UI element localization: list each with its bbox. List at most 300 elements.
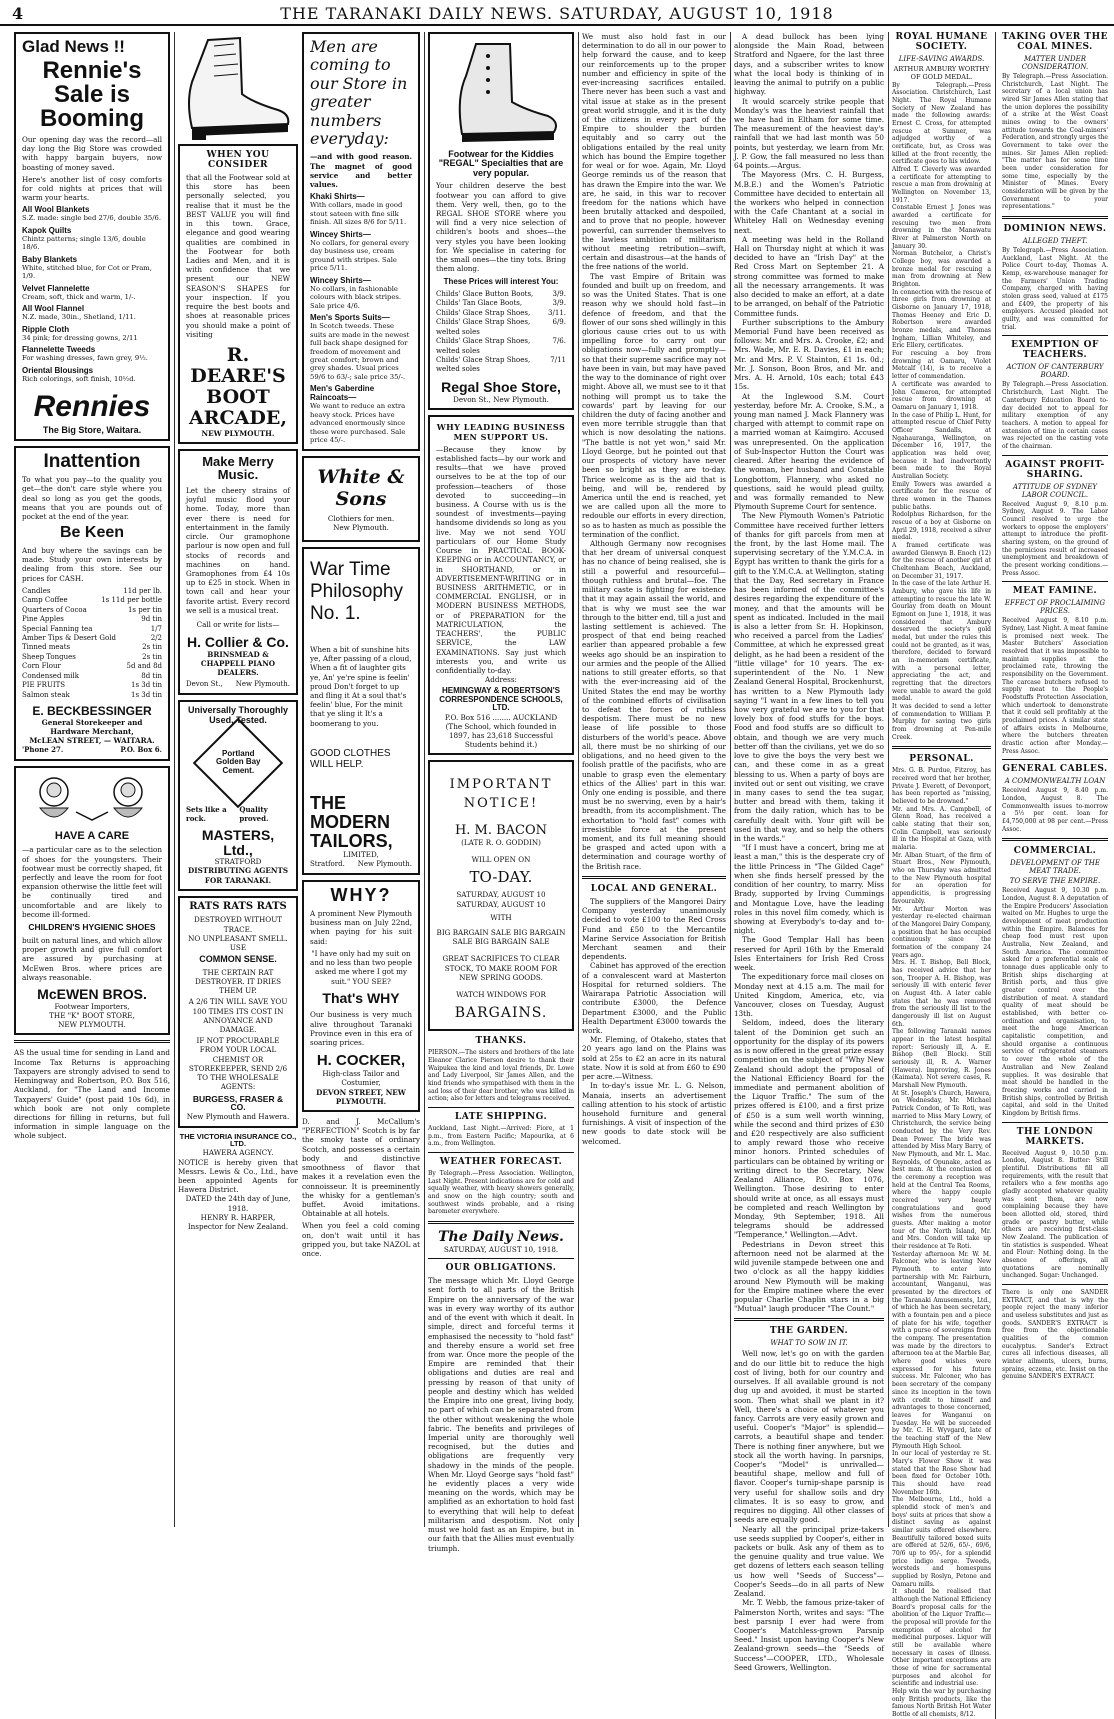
meat-trade-sub: DEVELOPMENT OF THE MEAT TRADE. bbox=[1010, 859, 1100, 876]
markets-head: THE LONDON MARKETS. bbox=[1016, 1126, 1094, 1147]
rhs-item: A framed certificate was awarded Glenwyn B. Enoch (12) for the rescue of another girl at Cheltenham Beach, Auckland, on December 31, 1917. bbox=[892, 541, 991, 580]
rennie-advert bbox=[14, 32, 170, 441]
modern-tag: GOOD CLOTHES WILL HELP. bbox=[310, 747, 391, 770]
hemingway-address-label: Address: bbox=[485, 675, 517, 685]
price-item: Candles bbox=[22, 586, 51, 595]
local-item: Cabinet has approved of the erection of a convalescent ward at Masterton Hospital for returned soldiers. The Wairarapa Patriotic Association will contribute £3000, the Defence Department £3000, and the Public Health Department £3000 towards the work. bbox=[582, 961, 726, 1035]
regal-headline: Footwear for the Kiddies "REGAL" Specialties that are very popular. bbox=[438, 149, 564, 178]
separator bbox=[1002, 1284, 1108, 1285]
price-item: Childs' Glace Strap Shoes, welted soles bbox=[436, 318, 531, 336]
local-item: "If I must have a concert, bring me at least a man," this is the desperate cry of the little Princess in "The Gilded Cage" when she finds herself pressed by the condition of her country, to marry. Miss Brady, supported by Irving Cummings and Montague Love, have the leading roles in this novel film comedy, which is showing at Everybody's to-day and to-night. bbox=[734, 843, 884, 936]
price-value: 6/9. bbox=[552, 318, 566, 327]
column-2 bbox=[178, 32, 420, 1258]
column-2b bbox=[302, 32, 420, 1258]
local-item: The Mayoress (Mrs. C. H. Burgess, M.B.E.) and the Women's Patriotic Committee have decided to entertain all the workers who helped in connection with the Cafe Chantant at a social in Whiteley Hall on Wednesday evening next. bbox=[734, 170, 884, 235]
price-row bbox=[22, 653, 162, 662]
price-row bbox=[436, 299, 566, 308]
deare-item-desc: With collars, made in good stout sateen with fine silk finish. All sizes 8/6 for 5/11. bbox=[310, 201, 407, 227]
victoria-dated: DATED the 24th day of June, 1918. bbox=[185, 1194, 291, 1213]
local-item: Seldom, indeed, does the literary talent of the Dominion get such an opportunity for the display of its powers as is now offered in the great prize essay competition on the subject of "Why New Zealand should adopt the proposal of the National Efficiency Board for the immediate and permanent abolition of the Liquor Traffic." The sum of the prizes offered is £100, and a first prize of £50 is a sum well worth winning, while the second and third prizes of £30 and £20 respectively are also sufficient to amply reward those who receive minor honors. Printed schedules of particulars can be obtained by writing or writing direct to the Secretary, New Zealand Alliance, P.O. Box 1076, Wellington. Those desiring to enter should write at once, as all essays must be completed and reach Wellington by Monday, 9th September, 1918. All telegrams should be addressed "Temperance," Wellington.—Advt. bbox=[734, 1018, 884, 1240]
personal-item: The Melbourne, Ltd., hold a splendid stock of men's and boys' suits at prices that show a distinct saving as against similar suits offered elsewhere. Beautifully tailored boxed suits are offered at 52/6, 65/-, 69/6, 70/6 up to 95/-, for a splendid price indigo serge. Tweeds, worsteds and homespuns supplied by Roslyn, Petone and Oamaru mills. bbox=[892, 1496, 991, 1588]
masters-name: MASTERS, Ltd., bbox=[201, 826, 275, 858]
modern-town: New Plymouth. bbox=[357, 859, 412, 868]
personal-item: Help win the war by purchasing only British products, like the famous North British Hot Water Bottle of all chemists, 8/12. bbox=[892, 1688, 991, 1719]
price-value: 7/6. bbox=[552, 337, 566, 346]
deare-item-name: Wincey Shirts— bbox=[310, 275, 371, 285]
price-value: 2s tin bbox=[142, 643, 162, 652]
rats-line1: DESTROYED WITHOUT TRACE. bbox=[193, 915, 283, 934]
rhs-item: A certificate was awarded to John Cameron, for attempted rescue from drowning at Oamaru on January 1, 1918. bbox=[892, 380, 991, 411]
bacon-dates: SATURDAY, AUGUST 10 SATURDAY, AUGUST 10 bbox=[456, 890, 546, 909]
local-item: At the Inglewood S.M. Court yesterday, before Mr. A. Crooke, S.M., a young man named J. Mack Flannery was charged with attempt to commit rape on a married woman at Kaimgiro. Accused was unrepresented. On the application of Sub-Inspector Hutton the Court was cleared. After hearing the evidence of the woman, her husband and Constable Longbottom, Flannery, who asked no questions, said he would plead guilty, and was formally remanded to New Plymouth Supreme Court for sentence. bbox=[734, 391, 884, 512]
cables-head: GENERAL CABLES. bbox=[1002, 764, 1108, 775]
price-value: 8d tin bbox=[141, 671, 162, 680]
rhs-item: By Telegraph.—Press Association. Christchurch, Last Night. The Royal Humane Society of New Zealand has made the following awards: Ernest C. Cross, for attempted rescue at Sumner, was adjudged worthy of a certificate, but, as Cross was killed at the front recently, the certificate goes to his widow. bbox=[892, 81, 991, 166]
deare-town: NEW PLYMOUTH. bbox=[201, 428, 275, 438]
deare-advert bbox=[302, 32, 420, 451]
mcewen-address: THE "K" BOOT STORE, bbox=[49, 1011, 135, 1021]
price-value: 9d tin bbox=[141, 615, 162, 624]
collier-address bbox=[186, 680, 290, 689]
bacon-headline: IMPORTANT NOTICE! bbox=[449, 777, 553, 811]
rennie-list-intro: Here's another list of cosy comforts for cold nights at prices that will warm your hearts. bbox=[22, 174, 162, 203]
editorial-p3: The vast Empire of Britain was founded and built up on freedom, and so was the United States. That is one reason why we should hold fast—in defence of freedom, and that the flower of our sons shed willingly in this glorious cause cries out to us with impelling force to carry out our obligations now—fully and promptly—so that their supreme sacrifice may not have been in vain, but may have paved the way to the dominance of right over might. Above all, we must see to it that nothing will prompt us to take the cowards' part by leaving for our children the duty of facing another and even more terrible struggle than that which is now desolating the nations. "The battle is not yet won," said Mr. Lloyd George, but he pointed out that our prospects of victory have never been so bright as they are to-day. Thrice welcome as is the aid that is being, and will be, rendered by America until the end is reached, yet we are called upon all the more to redouble our efforts in every direction, so as to hasten as much as possible the termination of the conflict. bbox=[582, 271, 726, 539]
rhs-item: For rescuing a boy from drowning at Oamaru, Violet Metcalf (14), is to receive a letter of commendation. bbox=[892, 350, 991, 381]
price-value: 11d per lb. bbox=[123, 586, 162, 595]
rennie-item-desc: N.Z. made, 30in., Shetland, 1/11. bbox=[22, 313, 136, 322]
rats-towns: New Plymouth and Hawera. bbox=[186, 1112, 290, 1122]
mcewen-trade: Footwear Importers, bbox=[54, 1001, 130, 1011]
mcewen-text: —a particular care as to the selection of shoes for the youngsters. Their footwear must be correctly shaped, fit perfectly and leave the room for foot expansion otherwise the little feet will be continually tired and uncomfortable and are likely to become ill-formed. bbox=[22, 845, 162, 919]
rennie-item-name: Oriental Blousings bbox=[22, 365, 94, 375]
rennie-store: The Big Store, Waitara. bbox=[42, 424, 142, 435]
rennie-item-name: All Wool Blankets bbox=[22, 205, 90, 215]
separator bbox=[1002, 216, 1108, 219]
personal-item: It should be realised that although the National Efficiency Board's proposal calls for the abolition of the Liquor Traffic—the proposal will provide for the exemption of alcohol for medicinal purposes. Liquor will still be available where necessary in cases of illness. Other important exceptions are those of wine for sacramental purposes and alcohol for scientific and industrial use. bbox=[892, 1588, 991, 1688]
modern-address bbox=[310, 860, 412, 869]
editorial-p4: Although Germany now recognises that her dream of universal conquest has no chance of being realised, she is still a powerful and resourceful—though ruthless and brutal—foe. The military caste is fighting for existence that it may again assail the world, and that is why we must see the war through to the bitter end, till a just and lasting settlement is achieved. The prospect of that end being reached earlier than appeared probable a few weeks ago should be an inspiration to our armies and the people of the Allied nations to still greater efforts, so that with the ever-increasing aid of the United States the end may be worthy of the combined efforts of civilisation to defeat the forces of ruthless despotism. There must be no new lease of life possible to those disturbers of the world's peace. Above all, there must be no shirking of our obligations, and no heed given to the foolish prattle of the pacifists, who are unable to grasp even the elementary ethics of the Allies' part in this war. Only one ending is possible, and there must be no swerving, even by a hair's breadth, from its accomplishment. The exhortation to "hold fast" comes with irresistible force at the present moment, and its full meaning should be grasped and acted upon with a determination and courage worthy of the British race. bbox=[582, 539, 726, 871]
price-item: Pine Apples bbox=[22, 615, 64, 624]
column-2-split bbox=[178, 32, 420, 1258]
price-row bbox=[22, 625, 162, 634]
price-item: Sheep Tongues bbox=[22, 652, 76, 661]
rats-line5: A 2/6 TIN WILL SAVE YOU 100 TIMES ITS COST IN ANNOYANCE AND DAMAGE. bbox=[188, 997, 288, 1034]
deare-item-desc: No collars, in fashionable colours with black stripes. Sale price 4/6. bbox=[310, 284, 402, 310]
rennie-item-name: Ripple Cloth bbox=[22, 324, 70, 334]
hemingway-note: (The School, which founded in 1897, has 23,618 Successful Students behind it.) bbox=[445, 721, 557, 750]
cocker-text: A prominent New Plymouth business man on July 22nd, when paying for his suit said: bbox=[310, 909, 412, 946]
local-head: LOCAL AND GENERAL. bbox=[590, 883, 718, 894]
deare-headline: Men are coming to our Store in greater numbers everyday: bbox=[310, 37, 408, 148]
theft-head: ALLEGED THEFT. bbox=[1022, 237, 1088, 246]
profit-head: AGAINST PROFIT-SHARING. bbox=[1005, 459, 1105, 480]
mcewen-text2: built on natural lines, and which allow proper growth and give full comfort are assured by purchasing at McEwen Bros. where prices are always reasonable. bbox=[22, 936, 162, 982]
price-row bbox=[22, 596, 162, 605]
perfection-notice: D. and J. McCallum's "PERFECTION" Scotch is by far the smoky taste of ordinary Scotch, and possesses a certain body and distinctive smoothness of flavor that makes it a revelation even the connoisseur. It is preeminently the whisky for a gentleman's buffet. Avoid imitations. Obtainable at all hotels. bbox=[302, 1116, 420, 1219]
price-item: Corn Flour bbox=[22, 662, 61, 671]
personal-item: Mrs. G. B. Purdue, Fitzroy, has received word that her brother, Private J. Everett, of Devonport, has been reported as "missing, believed to be drowned." bbox=[892, 767, 991, 806]
victoria-name: THE VICTORIA INSURANCE CO., LTD. bbox=[179, 1131, 297, 1149]
children-illustration-icon bbox=[22, 772, 162, 828]
local-item: Pedestrians in Devon street this afternoon need not be alarmed at the wild juvenile stampede between one and two o'clock as all the happy kiddies around New Plymouth will be making for the Empire matinee where the ever popular Charlie Chaplin stars in a big "Mutual" laugh producer "The Count." bbox=[734, 1239, 884, 1314]
column-2a bbox=[178, 32, 298, 1258]
rats-agents: BURGESS, FRASER & CO. bbox=[192, 1093, 284, 1113]
separator bbox=[582, 876, 726, 879]
mcewen-town: NEW PLYMOUTH. bbox=[58, 1020, 126, 1030]
price-item: Childs' Glace Strap Shoes, welted soles bbox=[436, 337, 531, 355]
price-row bbox=[22, 606, 162, 615]
price-row bbox=[436, 290, 566, 299]
column-1 bbox=[14, 32, 170, 1141]
collier-call: Call or write for lists— bbox=[196, 620, 280, 630]
price-item: Childs' Tan Glace Boots, bbox=[436, 299, 523, 308]
price-item: Quarters of Cocoa bbox=[22, 605, 87, 614]
price-item: Salmon steak bbox=[22, 690, 70, 699]
rats-line4: THE CERTAIN RAT DESTROYER. IT DRIES THEM UP. bbox=[194, 967, 282, 996]
column-6 bbox=[892, 32, 996, 1719]
collier-name: H. Collier & Co. bbox=[187, 634, 289, 651]
white-trade: Clothiers for men. bbox=[327, 513, 395, 523]
garden-text: Mr. T. Webb, the famous prize-taker of Palmerston North, writes and says: "The best parsnip I ever had were from Cooper's Matchless-grown Parsnip Seed." Insist upon having Cooper's New Zealand-grown seeds—the "Seeds of Success"—COOPER, LTD., Wholesale Seed Growers, Wellington. bbox=[734, 1598, 884, 1672]
rhs-item: In the case of Philip L. Hunt, for attempted rescue of Chief Petty Officer Sandalls, at Ngahauranga, Wellington, on December 16, 1917, the application was held over, because it had inadvertently been made to the Royal Australian Society. bbox=[892, 411, 991, 480]
local-item: The expeditionary force mail closes on Monday next at 4.15 a.m. The mail for United Kingdom, America, etc, via Vancouver, closes on Tuesday, August 13th. bbox=[734, 972, 884, 1019]
inattention-text: To what you pay—to the quality you get—the don't care style where you deal so long as you get the goods, means that you are pounds out of pocket at the end of the year. bbox=[22, 475, 162, 521]
garden-head: THE GARDEN. bbox=[769, 1326, 849, 1337]
commercial-head: COMMERCIAL. bbox=[1013, 846, 1097, 857]
rennie-item-desc: 34 pink; for dressing gowns, 2/11 bbox=[22, 333, 138, 342]
rennie-item-name: Kapok Quilts bbox=[22, 225, 72, 235]
deare-consider-head: WHEN YOU CONSIDER bbox=[206, 150, 270, 170]
cocker-text2: Our business is very much alive throughout Taranaki Province even in this era of soaring prices. bbox=[310, 1010, 412, 1048]
column-rule bbox=[174, 32, 175, 1527]
loan-sub: A COMMONWEALTH LOAN bbox=[1004, 777, 1106, 786]
modern-street: Stratford. bbox=[310, 859, 345, 868]
rats-head: RATS RATS RATS bbox=[189, 900, 287, 912]
regal-shoe-advert bbox=[428, 32, 574, 410]
bacon-name: H. M. BACON bbox=[454, 822, 548, 838]
separator bbox=[428, 1107, 574, 1108]
deare-consider-text: that all the Footwear sold at this store has been personally selected, you realise that it must be the BEST VALUE you will find in this town. Grace, elegance and good wearing qualities are combined in the Footwear for both Ladies and Men, and it is with confidence that we present our NEW SEASON'S SHAPES for your inspection. If you require the best boots and shoes at reasonable prices you should make a point of visiting bbox=[186, 173, 290, 339]
newspaper-title: THE TARANAKI DAILY NEWS. SATURDAY, AUGUST 10, 1918 bbox=[280, 4, 834, 23]
cocker-trade: High-class Tailor and Costumier, bbox=[322, 1069, 400, 1088]
price-row bbox=[436, 337, 566, 356]
price-value: 1s 3d tin bbox=[131, 690, 162, 699]
deare-item-name: Men's Gaberdine Raincoats— bbox=[310, 384, 375, 403]
column-rule bbox=[730, 32, 731, 1527]
dominion-head: DOMINION NEWS. bbox=[1003, 224, 1107, 235]
editorial-p1: The message which Mr. Lloyd George sent forth to all parts of the British Empire on the anniversary of the war was in every way worthy of its author and of the event with which it dealt. In simple, direct and forceful terms it emphasised the necessity to "hold fast" and thereby ensure a world set free from war. Once more the people of the Empire are reminded that their obligations and duties are real and pressing by reason of that unity of people and destiny which has welded the Empire into one great, living body, no part of which can be separated from the other without weakening the whole fabric. The benefits and privileges of Imperial unity are thoroughly well recognised, but the duties and obligations are frequently very shadowy in the minds of the people. When Mr. Lloyd George says "hold fast" he evidently places a very wide meaning on the words, which may be amplified as an exhortation to hold fast to everything that will help to defeat militarism and despotism. Not only must we hold fast as an Empire, but in our faith that the Allies must eventually triumph. bbox=[428, 1276, 574, 1553]
price-value: 1s 11d per bottle bbox=[101, 596, 162, 605]
nazol-notice: When you feel a cold coming on, don't wait until it has gripped you, but take NAZOL at once. bbox=[302, 1221, 420, 1259]
deare-item-desc: No collars, for general every day business use, cream ground with stripes. Sale price 5/11. bbox=[310, 238, 409, 273]
weather-text: By Telegraph.—Press Association. Wellington, Last Night. Present indications are for cold and squally weather, with heavy showers generally, and snow on the high country; south and southwest winds probable, and a rising barometer everywhere. bbox=[428, 1169, 574, 1216]
rennie-glad: Glad News !! bbox=[22, 37, 125, 56]
price-value: 2/2 bbox=[150, 634, 162, 643]
rennie-item-name: Flannelette Tweeds bbox=[22, 345, 96, 355]
rhs-item: In connection with the rescue of three girls from drowning at Gisborne on January 17, 1918, Thomas Heeney and Eric D. Robertson were awarded bronze medals, and Thomas Ingham, Lillian Whiteley, and Eric Ellery, certificates. bbox=[892, 288, 991, 350]
separator bbox=[428, 1152, 574, 1153]
inattention-headline: Inattention bbox=[43, 451, 141, 473]
profit-sub: ATTITUDE OF SYDNEY LABOR COUNCIL. bbox=[1012, 482, 1098, 499]
modern-name: THE MODERN TAILORS, bbox=[310, 792, 393, 851]
personal-item: Mr. Arthur Morton was yesterday re-elected chairman of the Mangorei Dairy Company, a position that he has occupied continuously since the formation of the company 24 years ago. bbox=[892, 905, 991, 959]
bacon-open: WILL OPEN ON bbox=[471, 855, 531, 865]
cocker-headline: WHY? bbox=[330, 885, 392, 906]
rats-advert bbox=[178, 896, 298, 1128]
markets-text: Received August 9, 10.50 p.m. London, August 8. Butter: Still plentiful. Distributions fill all requirements, with the result that retailers who a few months ago gladly accepted whatever quality was sent them, are now complaining because they have been allotted old, stored, third grade or pastry butter, while others are receiving first-class New Zealand. The publication of tin statistics is suspended. Wheat and Flour: Nothing doing. In the absence of offerings, all quotations are nominally unchanged. Sugar: Unchanged. bbox=[1002, 1149, 1108, 1280]
separator bbox=[1002, 759, 1108, 760]
editorial-date: SATURDAY, AUGUST 10, 1918. bbox=[443, 1245, 559, 1254]
price-row bbox=[22, 672, 162, 681]
local-item: The suppliers of the Mangorei Dairy Company yesterday unanimously decided to vote £100 to the Red Cross Fund and £50 to the Mercantile Marine Service Association for British Merchant seamen and their dependents. bbox=[582, 896, 726, 962]
separator bbox=[428, 1258, 574, 1259]
white-logo: White & Sons bbox=[317, 465, 405, 510]
separator bbox=[1002, 455, 1108, 456]
teachers-head: EXEMPTION OF TEACHERS. bbox=[1011, 340, 1099, 361]
deare-item-name: Khaki Shirts— bbox=[310, 192, 365, 202]
cement-brand: Portland Golden Bay Cement. bbox=[215, 749, 261, 776]
collier-agents: BRINSMEAD & CHAPPELL PIANO DEALERS. bbox=[200, 649, 276, 678]
local-item: In to-day's issue Mr. L. G. Nelson, Manaia, inserts an advertisement calling attention to his stock of artistic household furniture and general furnishings. A visit of inspection of the new goods to date stock will be welcomed. bbox=[582, 1081, 726, 1146]
cement-head: Universally Thoroughly Used, Tested. bbox=[187, 705, 289, 725]
hemingway-text: —Because they know by established facts—by our work and results—that we have proved ourselves to be at the top of our profession—teachers of those devoted to succeeding—in business. A Course with us is the soundest of investments—paying handsome dividends so long as you live. May we not send YOU particulars of our Home Study Course in PRACTICAL BOOK-KEEPING or in ACCOUNTANCY, or in SHORTHAND, or in ADVERTISEMENT-WRITING or in BUSINESS ARITHMETIC, or in COMMERCIAL ENGLISH, or in MODERN BUSINESS METHODS, or of PREPARATION for the MATRICULATION, the TEACHERS', the PUBLIC SERVICE, the LAW EXAMINATIONS. Say just which interests you, and write us confidentially to-day. bbox=[436, 444, 566, 675]
garden-sub: WHAT TO SOW IN IT. bbox=[770, 1339, 848, 1348]
profit-text: Received August 9, 8.10 p.m. Sydney, August 9. The Labor Council resolved to urge the workers to oppose the employers' attempt to introduce the profit-sharing system, on the ground of the pernicious result of increased unemployment and breakdown of the present working conditions.—Press Assoc. bbox=[1002, 500, 1108, 577]
keen-text: And buy where the savings can be made. Study your own interests by dealing from this store. See our prices for CASH. bbox=[22, 545, 162, 583]
price-item: Amber Tips & Desert Gold bbox=[22, 634, 116, 643]
garden-text: Nearly all the principal prize-takers use seeds supplied by Cooper's, either in packets or bulk. Ask any of them as to the genuine quality and true value. We get dozens of letters each season telling us how well "Seeds of Success"—Cooper's Seeds—do in all parts of New Zealand. bbox=[734, 1524, 884, 1599]
deare-item-desc: In Scotch tweeds. These suits are made in the newest full back shape designed for freedom of movement and great comfort; brown and grey shades. Usual prices 59/6 to 63/-; sale price 35/-. bbox=[310, 322, 410, 381]
personal-item: Mr. Alban Stuart, of the firm of Stuart Bros., New Plymouth, who on Thursday was admitted to the New Plymouth hospital for an operation for appendicitis, is progressing favourably. bbox=[892, 851, 991, 905]
column-3 bbox=[428, 32, 574, 1553]
empire-sub: TO SERVE THE EMPIRE. bbox=[1009, 877, 1101, 886]
editorial-head: OUR OBLIGATIONS. bbox=[445, 1263, 557, 1274]
column-rule bbox=[888, 32, 889, 1527]
rennie-item-name: Baby Blankets bbox=[22, 254, 78, 264]
rhs-item: Alfred T. Cleverly was awarded a certificate for attempting to rescue a man from drowning at Wellington on November 13, 1917. bbox=[892, 166, 991, 204]
hemingway-name: HEMINGWAY & ROBERTSON'S CORRESPONDENCE SCHOOLS, LTD. bbox=[439, 686, 563, 713]
beckbessinger-address: McLEAN STREET, — WAITARA. bbox=[29, 736, 155, 746]
modern-limited: LIMITED, bbox=[343, 850, 379, 860]
keen-headline: Be Keen bbox=[59, 524, 125, 542]
mcewen-subhead: CHILDREN'S HYGIENIC SHOES bbox=[28, 922, 156, 933]
separator bbox=[1002, 335, 1108, 336]
masters-town: STRATFORD bbox=[214, 857, 262, 867]
rhs-sub: LIFE-SAVING AWARDS. bbox=[898, 55, 985, 63]
bacon-late: (LATE R. O. GODDIN) bbox=[461, 837, 541, 847]
price-row bbox=[22, 662, 162, 671]
cocker-advert bbox=[302, 880, 420, 1112]
po-box: P.O. Box 6. bbox=[120, 745, 162, 755]
sander-notice: There is only one SANDER EXTRACT, and that is why the people reject the many inferior and useless substitutes and just as goods. SANDER'S EXTRACT is free from the objectionable qualities of the common eucalyptus. Sander's Extract cures all infectious diseases, all winter ailments, ulcers, burns, sprains, eczema, etc. Insist on the genuine SANDER'S EXTRACT. bbox=[1002, 1288, 1108, 1381]
price-row bbox=[22, 691, 162, 700]
meat-trade-text: Received August 9, 10.30 p.m. London, August 8. A deputation of the Empire Producers' Association waited on Mr. Hughes to urge the development of meat production within the Empire. Balances for cheap food must rest upon Australia, New Zealand, and South America. The committee asked for a preferential scale of tonnage dues applicable only to British ships discharging at British ports, and thus give greater control over the distribution of meat. A standard quality of meat should be established, with better co-ordination and organisation, to meet the huge American capitalistic competition, and should organise a continuous service of refrigerated steamers to cover the whole of the Australian and New Zealand supplies. It was desirable that meat should be handled in the freezing works and carried in British ships, controlled by British capital, and sold in the United Kingdom by British firms. bbox=[1002, 887, 1108, 1117]
column-rule bbox=[424, 32, 425, 1527]
white-town: New Plymouth. bbox=[333, 523, 389, 533]
mcewen-advert bbox=[14, 766, 170, 1036]
shipping-head: LATE SHIPPING. bbox=[454, 1111, 548, 1122]
price-item: PIE FRUITS bbox=[22, 681, 66, 690]
personal-item: In our local of yesterday re St. Mary's Flower Show it was stated that the Rose Show had been fixed for October 10th. This should have read November 16th. bbox=[892, 1450, 991, 1496]
hemingway-advert bbox=[428, 415, 574, 756]
rats-brand: COMMON SENSE. bbox=[199, 954, 277, 965]
price-value: 3/9. bbox=[552, 289, 566, 298]
rhs-item: Norman Butchelor, a Christ's College boy, was awarded a bronze medal for rescuing a man from drowning at New Brighton. bbox=[892, 250, 991, 289]
rennie-headline: Rennie's Sale is Booming bbox=[40, 56, 144, 132]
rennie-item-desc: Chintz patterns; single 13/6, double 18/6. bbox=[22, 234, 146, 252]
collier-town: New Plymouth. bbox=[235, 679, 290, 688]
local-item: It would scarcely strike people that Monday's was the heaviest rainfall that we have had in Eltham for some time. The measurement of the heaviest day's rainfall that we had last month was 50 points, but yesterday, we learn from Mr. J. P. Gow, the fall measured no less than 64 points.—Argus. bbox=[734, 96, 884, 171]
rhs-item: Constable Ernest J. Jones was awarded a certificate for rescuing two men from drowning in the Manawatu River at Palmerston North on January 30. bbox=[892, 204, 991, 250]
local-item: Mr. Fleming, of Otakeho, states that 20 years ago land on the Plains was sold at 25s to £2 an acre in its natural state. Now it is sold at from £60 to £90 per acre.—Witness. bbox=[582, 1035, 726, 1082]
separator bbox=[1002, 581, 1108, 582]
mcewen-headline: HAVE A CARE bbox=[54, 829, 130, 842]
meat-head: MEAT FAMINE. bbox=[1012, 586, 1098, 597]
theft-text: By Telegraph.—Press Association. Auckland, Last Night. At the Police Court to-day, Thomas A. Kemp, ex-warehouse manager for the Farmers' Union Trading Company, charged with having stolen grass seed, valued at £175 and £409, the property of his employers. Accused pleaded not guilty, and was committed for trial. bbox=[1002, 247, 1108, 331]
rats-line3: USE bbox=[229, 943, 247, 952]
column-7 bbox=[1002, 32, 1108, 1719]
price-value: 5d and 8d bbox=[126, 662, 162, 671]
phone-number: 'Phone 27. bbox=[22, 745, 64, 755]
deare-name: R. DEARE'S BOOT ARCADE, bbox=[189, 343, 287, 429]
price-row bbox=[22, 587, 162, 596]
childrens-shoe-icon bbox=[436, 38, 568, 150]
victoria-notice bbox=[178, 1133, 298, 1232]
rennie-items bbox=[22, 205, 162, 383]
regal-prices-head: These Prices will interest You: bbox=[443, 276, 559, 286]
boot-illustration-icon bbox=[178, 32, 294, 144]
meat-sub: EFFECT OF PROCLAIMING PRICES. bbox=[1004, 599, 1106, 616]
masters-agents: DISTRIBUTING AGENTS FOR TARANAKI. bbox=[187, 866, 289, 885]
personal-head: PERSONAL. bbox=[909, 754, 974, 765]
page-number: 4 bbox=[12, 4, 24, 23]
rennie-item-desc: For washing dresses, fawn grey, 9½. bbox=[22, 354, 148, 363]
separator bbox=[1002, 838, 1108, 841]
rennie-logo: Rennies bbox=[33, 390, 151, 424]
rhs-sub2: ARTHUR AMBURY WORTHY OF GOLD MEDAL. bbox=[893, 65, 990, 82]
victoria-signed: HENRY R. HARPER, bbox=[200, 1212, 276, 1222]
deare-item-desc: We want to reduce an extra heavy stock. Prices have advanced enormously since these were purchased. Sale price 45/-. bbox=[310, 402, 406, 445]
price-row bbox=[22, 681, 162, 690]
collier-headline: Make Merry Music. bbox=[202, 453, 274, 483]
beckbessinger-contact bbox=[22, 745, 162, 754]
price-item: Tinned meats bbox=[22, 643, 71, 652]
modern-tailors-advert bbox=[302, 547, 420, 875]
personal-item: Mr. and Mrs. A. Campbell, of Glenn Road, has received a cable stating that their son, Colin Campbell, was seriously ill in the Hospital at Gaza, with malaria. bbox=[892, 805, 991, 852]
rennie-item-desc: White, stitched blue, for Cot or Pram, 1/9. bbox=[22, 263, 152, 281]
weather-head: WEATHER FORECAST. bbox=[439, 1156, 563, 1167]
tax-notice: AS the usual time for sending in Land and Income Tax Returns is approaching Taxpayers are strongly advised to send to Hemingway and Robertson, P.O. Box 516, Auckland, for "The Land and Income Taxpayers' Guide" (post paid 10s 6d), in which book are not only complete directions for filling in returns, but full information in simple language on the whole subject. bbox=[14, 1048, 170, 1141]
coal-text: By Telegraph.—Press Association. Christchurch, Last Night. The secretary of a local union has wired Sir James Allen stating that the union deplores the possibility of a strike at the West Coast mines owing to the owners' attitude towards the Coal-miners' Federation, and strongly urges the Government to take over the mines. Sir James Allen replied: "The matter has for some time been under consideration for some time, especially by the Minister of Mines. Every consideration will be given by the Government to your representations." bbox=[1002, 73, 1108, 211]
local-item: Further subscriptions to the Ambury Memorial Fund have been received as follows: Mr. and Mrs. A. Crooke, £2; and Mrs. Wade, Mr. E. R. Davies, £1 in each; Mr. and Mrs. P. V. Stainton, £1 1s. 0d.; Mr. J. Sonson, Boon Bros, and Mr. and Mrs. A. H. Arnold, 10s each; total £43 15s. bbox=[734, 317, 884, 392]
column-4 bbox=[582, 32, 726, 1146]
price-item: Condensed milk bbox=[22, 671, 80, 680]
coal-head: TAKING OVER THE COAL MINES. bbox=[1002, 32, 1108, 52]
mcewen-name: McEWEN BROS. bbox=[37, 986, 147, 1003]
rats-line2: NO UNPLEASANT SMELL. bbox=[188, 933, 288, 943]
bacon-text: GREAT SACRIFICES TO CLEAR STOCK, TO MAKE ROOM FOR NEW SPRING GOODS. bbox=[442, 954, 560, 982]
deare-item-name: Men's Sports Suits— bbox=[310, 313, 390, 323]
price-row bbox=[436, 318, 566, 337]
collier-advert bbox=[178, 449, 298, 695]
rhs-item: Emily Towers was awarded a certificate for the rescue of three women in the Thames public baths. bbox=[892, 480, 991, 511]
columns-6-7-split bbox=[892, 32, 1110, 1719]
cement-right: Quality proved. bbox=[239, 804, 269, 824]
bacon-with: WITH bbox=[490, 912, 512, 922]
bacon-watch: WATCH WINDOWS FOR bbox=[456, 990, 546, 1000]
editorial-paper: The Daily News. bbox=[438, 1229, 564, 1245]
personal-item: At St. Joseph's Church, Hawera, on Wednesday, Mr. Michael Patrick Condon, of Te Roti, was married to Miss Mary Lowry, of Christchurch, the service being conducted by the Very Rev. Dean Power. The bride was attended by Miss Mary Barry, of New Plymouth, and Mr. L. Mac. Reynolds, of Opunake, acted as best man. At the conclusion of the ceremony a reception was held at the Central Tea Rooms, where the happy couple received very hearty congratulations and good wishes from the numerous guests. After making a motor tour of the North Island, Mr. and Mrs. Condon will take up their residence at Te Roti. bbox=[892, 1089, 991, 1251]
cocker-address: DEVON STREET, NEW PLYMOUTH. bbox=[316, 1087, 406, 1106]
modern-headline: War Time Philosophy No. 1. bbox=[310, 559, 403, 624]
local-item: The New Plymouth Women's Patriotic Committee have received further letters of thanks for gift parcels from men at the front, by the last Home mail. The supervising secretary of the Y.M.C.A. in Egypt has written to thank the girls for a gift to the Y.M.C.A. at Wellington, stating that the Day, Red secretary in France has been informed of the committee's desires regarding the expenditure of the money, and that the amounts will be spent as indicated. Included in the mail is also a letter from Sr. H. Hopkinson, who received a parcel from the Ladies' Committee, at which he expressed great delight, as he had been a resident of the "little village" for 10 years. The ex-superintendent of the No. 1 New Zealand General Hospital, Brockenhurst, has written to a New Plymouth lady saying "I want in a few lines to tell you how very grateful we are to you for that lovely box of food stuffs for the boys. Food and food stuffs are so difficult to obtain, and though we are very much better off than the civilians, yet we do so love to give the boys the very best we can, and these come in as a great blessing to us. When a party of boys are invited out or sent out visiting, we crave in many cases to send the tea sugar, butter and bread with them, taking it from the daily ration, which has to be carefully dealt with. Your gift will be used in that way, and so help the others in the wards." bbox=[734, 511, 884, 844]
cocker-name: H. COCKER, bbox=[316, 1052, 406, 1070]
deare-tagline: —and with good reason. The magnet of good service and better values. bbox=[310, 152, 412, 189]
hemingway-headline: WHY LEADING BUSINESS MEN SUPPORT US. bbox=[436, 421, 566, 442]
regal-address: Devon St., New Plymouth. bbox=[453, 394, 549, 404]
modern-poem: When a bit of sunshine hits ye, After passing of a cloud, When a fit of laughter gits ye, An' ye're spine is feelin' proud Don't forget to up and fling it At a soul that's feelin' blue, For the minit that ye sling it It's a boomerang to you. bbox=[310, 644, 412, 728]
column-rule bbox=[578, 32, 579, 1527]
coal-sub: MATTER UNDER CONSIDERATION. bbox=[1021, 55, 1089, 71]
price-value: 1s 3d tin bbox=[131, 681, 162, 690]
price-value: 1/7 bbox=[150, 624, 162, 633]
editorial-p2: We must also hold fast in our determination to do all in our power to help forward the cause, and to keep our reinforcements up to the proper number and efficiency in spite of the ever-increasing sacrifices entailed. There never has been such a vast and vital issue at stake as in the present great world struggle, and it is the duty of the citizens in every part of the Empire to shoulder the burden equitably and so carry out the obligations entailed by the real unity which has bound the Empire together for weal or for woe. Again, Mr. Lloyd George reminds us of the reason that has drawn the Empire into the war. We are, he said, in this war to recover freedom for the nations which have been brutally attacked and despoiled, and to prove that no people, however powerful, can surrender themselves to the lawless ambition of militarism without meeting retribution—swift, certain and disastrous—at the hands of the free nations of the world. bbox=[582, 32, 726, 272]
price-row bbox=[436, 356, 566, 375]
separator bbox=[892, 746, 991, 749]
collier-text: Let the cheery strains of joyful music flood your home. Today, more than ever there is need for entertainment in the family circle. Our gramophone parlour is now open and full stocks of records and machines on hand. Gramophones from £4 10s up to £25 in stock. When in town call and hear your favorite artist. Every record we sell is a musical treat. bbox=[186, 486, 290, 615]
beckbessinger-trade: General Storekeeper and Hardware Merchant, bbox=[41, 717, 143, 736]
price-item: Special Fanning tea bbox=[22, 624, 93, 633]
teachers-sub: ACTION OF CANTERBURY BOARD. bbox=[1006, 363, 1104, 380]
victoria-title: Inspector for New Zealand. bbox=[187, 1222, 289, 1232]
rennie-item-desc: Rich colorings, soft finish, 10½d. bbox=[22, 374, 136, 383]
rhs-item: Rodolphus Richardson, for the rescue of a boy at Gisborne on April 29, 1918, received a silver medal. bbox=[892, 511, 991, 542]
teachers-text: By Telegraph.—Press Association. Christchurch, Last Night. The Canterbury Education Board to-day decided not to appeal for military exemption of any teachers. A motion to appeal for extension of time in certain cases was rejected on the casting vote of the chairman. bbox=[1002, 381, 1108, 450]
victoria-text: NOTICE is hereby given that Messrs. Lewis & Co., Ltd., have been appointed Agents for Hawera District. bbox=[178, 1157, 298, 1195]
rhs-item: It was decided to send a letter of commendation to William P. Murphy for saving two girls from drowning at Pen-mile Creek. bbox=[892, 703, 991, 741]
beckbessinger-name: E. BECKBESSINGER bbox=[32, 704, 152, 719]
bacon-today: TO-DAY. bbox=[469, 868, 533, 887]
cocker-quote: "I have only had my suit on and no less than two people asked me where I got my suit." YOU SEE? bbox=[310, 948, 412, 986]
rats-line6: IF NOT PROCURABLE FROM YOUR LOCAL CHEMIST OR STOREKEEPER, SEND 2/6 TO THE WHOLESALE AGENTS: bbox=[188, 1036, 288, 1092]
rennie-item-name: Velvet Flannelette bbox=[22, 283, 90, 293]
bacon-bargains: BIG BARGAIN SALE BIG BARGAIN SALE BIG BARGAIN SALE bbox=[436, 927, 566, 947]
price-value: 3/11. bbox=[548, 308, 566, 317]
price-row bbox=[22, 634, 162, 643]
cement-left: Sets like a rock. bbox=[186, 804, 227, 824]
regal-text: Your children deserve the best footwear you can afford to give them. Very well, then, go to the REGAL SHOE STORE where you will find a very nice selection of children's boots and shoes—the very styles you have been looking for. We specialise in catering for the small ones—the tiny tots. Bring them along. bbox=[436, 181, 566, 274]
local-item: The Good Templar Hall has been reserved for April 16th by the Emerald Isles Entertainers for Irish Red Cross week. bbox=[734, 935, 884, 973]
hemingway-box: P.O. Box 516 ........ AUCKLAND bbox=[444, 712, 558, 722]
price-row bbox=[436, 309, 566, 318]
separator bbox=[734, 1318, 884, 1321]
deare-item-name: Wincey Shirts— bbox=[310, 229, 371, 239]
regal-name: Regal Shoe Store, bbox=[441, 378, 561, 395]
victoria-agency: HAWERA AGENCY. bbox=[202, 1148, 274, 1158]
columns-6-7 bbox=[892, 32, 1110, 1719]
separator bbox=[428, 1221, 574, 1224]
shipping-text: Auckland, Last Night.—Arrived: Fiore, at 1 p.m., from Eastern Pacific; Mapourika, at 6 a.m., from Wellington. bbox=[428, 1124, 574, 1148]
column-5 bbox=[734, 32, 884, 1672]
rennie-item-desc: Cream, soft, thick and warm, 1/-. bbox=[22, 292, 136, 301]
personal-item: The following Taranaki names appear in the latest hospital report: Seriously ill, A. E. Bishop (Bell Block). Still seriously ill, R. A. Warner (Hawera). Improving, R. Jones (Kaimata). Not severe cases, R. Marshall New Plymouth. bbox=[892, 1028, 991, 1089]
price-value: 1s per tin bbox=[127, 605, 162, 614]
cement-diamond bbox=[193, 718, 284, 809]
collier-street: Devon St., bbox=[186, 679, 223, 688]
rennie-item-name: All Wool Flannel bbox=[22, 304, 85, 314]
bacon-advert bbox=[428, 760, 574, 1031]
price-item: Childs' Glace Strap Shoes, welted soles bbox=[436, 355, 531, 374]
